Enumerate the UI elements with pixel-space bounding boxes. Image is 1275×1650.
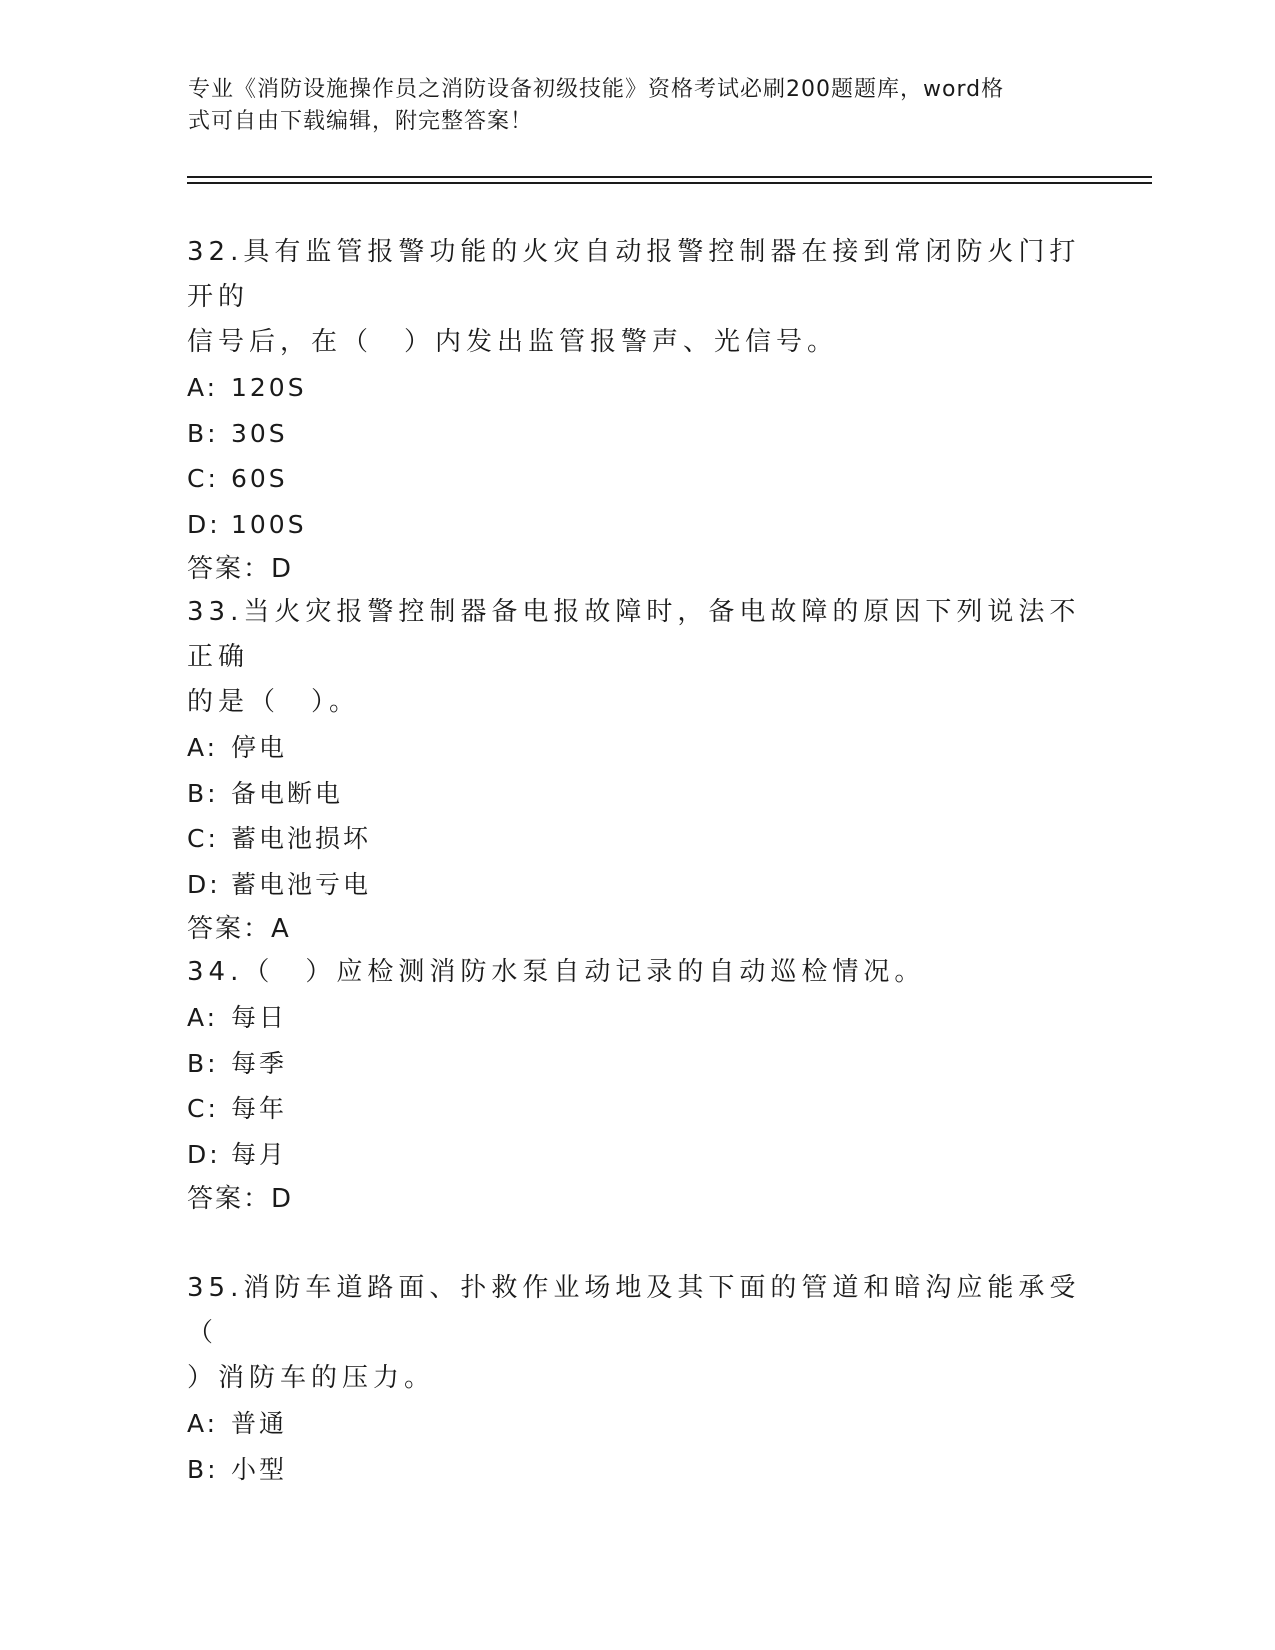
option-text: 每季 <box>231 1048 288 1078</box>
answer: 答案：D <box>187 1184 294 1214</box>
question-32 <box>187 230 1087 592</box>
option-d <box>187 502 1087 548</box>
option-label: C: <box>187 1094 219 1123</box>
option-text: 30S <box>231 418 288 448</box>
question-stem-line-1: 32.具有监管报警功能的火灾自动报警控制器在接到常闭防火门打开的 <box>187 237 1081 312</box>
option-a <box>187 995 1087 1041</box>
option-text: 120S <box>231 373 307 402</box>
question-stem-line-1: 33.当火灾报警控制器备电报故障时，备电故障的原因下列说法不正确 <box>187 597 1081 672</box>
header-divider-top <box>187 176 1152 178</box>
header-divider-bottom <box>187 182 1152 184</box>
option-a <box>187 725 1087 771</box>
option-label: D: <box>187 509 221 539</box>
option-c <box>187 816 1087 862</box>
option-label: B: <box>187 418 219 448</box>
option-text: 小型 <box>231 1454 288 1484</box>
answer: 答案：A <box>187 914 291 944</box>
option-text: 100S <box>231 509 307 539</box>
question-stem-line-2: 的是（ ）。 <box>187 687 361 717</box>
option-d <box>187 862 1087 908</box>
option-text: 停电 <box>231 733 288 762</box>
option-label: B: <box>187 1048 219 1078</box>
option-label: B: <box>187 1454 219 1484</box>
option-b <box>187 1447 1087 1493</box>
option-c <box>187 1086 1087 1132</box>
header-line-2: 式可自由下载编辑，附完整答案！ <box>188 109 534 134</box>
option-text: 蓄电池损坏 <box>231 824 372 853</box>
option-text: 每日 <box>231 1003 288 1032</box>
question-stem-line-2: 信号后，在（ ）内发出监管报警声、光信号。 <box>187 327 839 357</box>
option-text: 普通 <box>231 1409 288 1438</box>
answer: 答案：D <box>187 554 294 584</box>
question-33 <box>187 590 1087 952</box>
document-header <box>188 74 1068 138</box>
option-a <box>187 1401 1087 1447</box>
option-label: B: <box>187 778 219 808</box>
option-label: A: <box>187 1003 219 1032</box>
option-text: 备电断电 <box>231 778 344 808</box>
option-text: 60S <box>231 464 288 493</box>
option-label: D: <box>187 869 221 899</box>
option-d <box>187 1132 1087 1178</box>
option-label: A: <box>187 733 219 762</box>
option-c <box>187 456 1087 502</box>
option-text: 每月 <box>231 1139 288 1169</box>
question-stem-line-1: 35.消防车道路面、扑救作业场地及其下面的管道和暗沟应能承受（ <box>187 1273 1081 1348</box>
question-34 <box>187 950 1087 1222</box>
question-stem-line-1: 34.（ ）应检测消防水泵自动记录的自动巡检情况。 <box>187 957 926 987</box>
option-text: 每年 <box>231 1094 288 1123</box>
option-a <box>187 365 1087 411</box>
option-label: A: <box>187 373 219 402</box>
option-label: C: <box>187 464 219 493</box>
question-35 <box>187 1266 1087 1492</box>
option-label: D: <box>187 1139 221 1169</box>
option-text: 蓄电池亏电 <box>231 869 372 899</box>
question-stem-line-2: ）消防车的压力。 <box>187 1363 436 1393</box>
option-b <box>187 1041 1087 1087</box>
option-b <box>187 771 1087 817</box>
option-label: C: <box>187 824 219 853</box>
option-b <box>187 411 1087 457</box>
option-label: A: <box>187 1409 219 1438</box>
header-line-1: 专业《消防设施操作员之消防设备初级技能》资格考试必刷200题题库，word格 <box>188 77 1005 102</box>
